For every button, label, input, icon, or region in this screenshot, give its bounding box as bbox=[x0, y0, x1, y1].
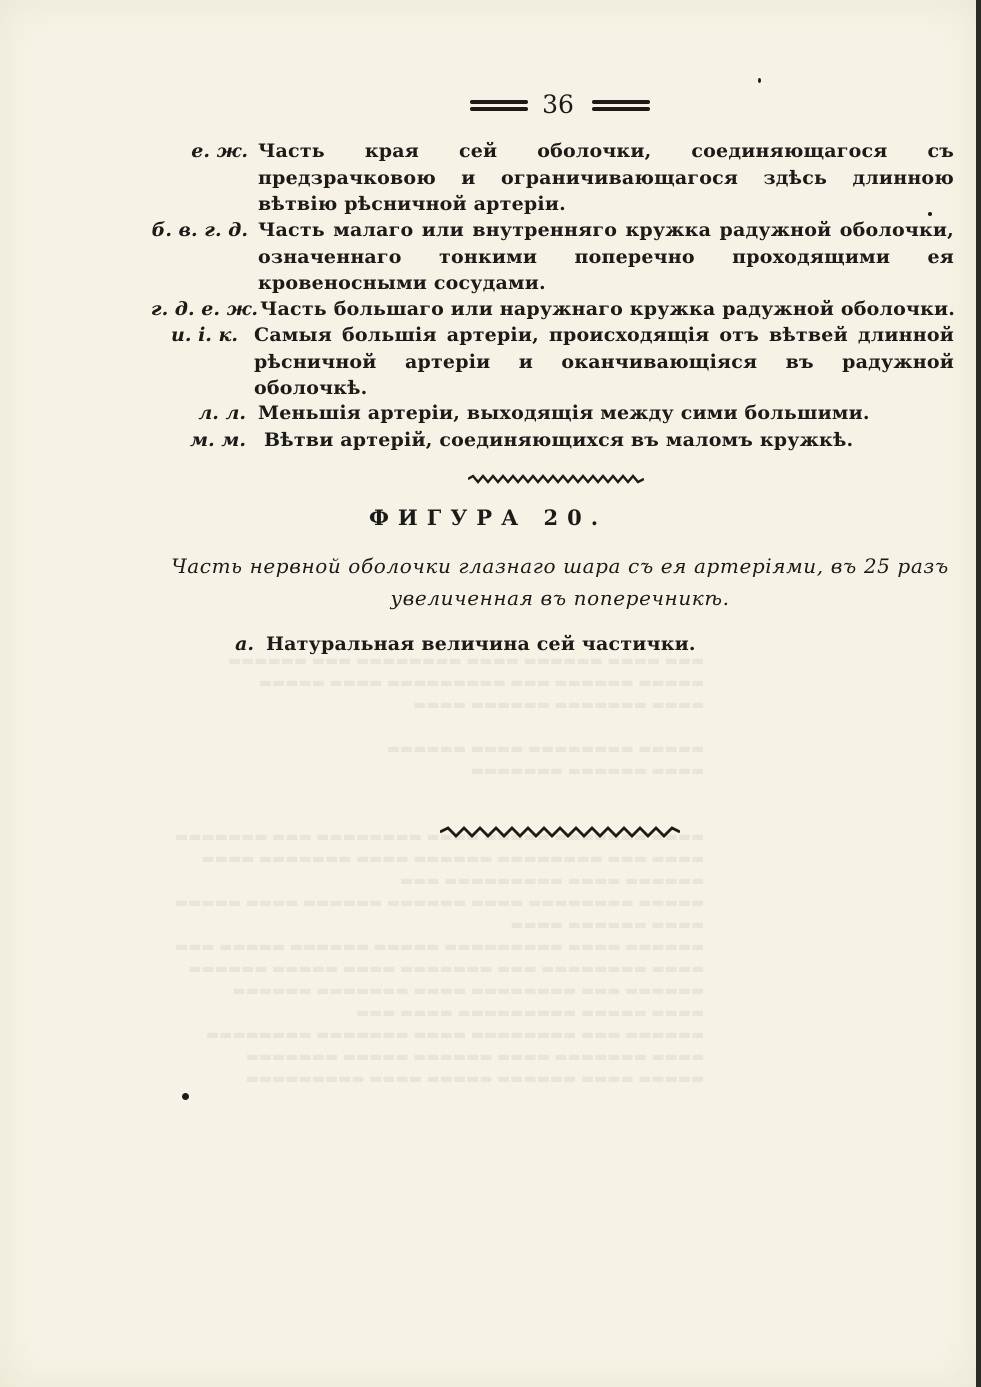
entry-label: а. bbox=[235, 633, 254, 655]
ink-speck bbox=[182, 1093, 189, 1100]
bleed-through-texture: ▬▬▬ ▬▬▬▬ ▬▬▬▬▬▬ ▬▬▬▬ ▬▬▬▬▬▬▬▬ ▬▬▬ ▬▬▬▬▬▬ ▬▬▬▬▬ ▬▬▬▬▬▬ ▬▬▬ ▬▬▬▬▬▬▬▬▬ ▬▬▬▬ ▬▬▬▬▬ ▬▬▬▬ ▬▬▬▬▬▬▬ ▬▬▬▬▬▬ ▬▬▬▬ ▬▬▬▬▬ ▬▬▬▬▬▬▬▬ ▬▬▬▬ ▬▬▬▬▬▬ ▬▬▬▬ ▬▬▬▬▬▬ ▬▬▬▬▬▬▬ ▬▬▬▬ ▬▬▬▬▬▬▬ ▬▬▬▬▬ ▬▬▬▬ ▬▬▬▬▬▬▬▬ ▬▬▬ ▬▬▬▬▬▬▬ ▬▬▬▬ ▬▬▬ ▬▬▬▬▬▬▬▬ ▬▬▬▬▬▬ ▬▬▬▬ ▬▬▬▬▬▬▬ ▬▬▬▬ ▬▬▬▬▬▬ ▬▬▬▬ ▬▬▬▬▬▬▬▬▬ ▬▬▬ ▬▬▬▬▬ ▬▬▬▬▬▬▬▬ ▬▬▬▬ ▬▬▬▬▬▬ ▬▬▬▬▬▬ ▬▬▬▬ ▬▬▬▬▬ ▬▬▬▬ ▬▬▬▬▬▬ ▬▬▬▬ ▬▬▬▬▬▬ ▬▬▬▬ ▬▬▬▬▬▬▬▬▬ ▬▬▬▬▬ ▬▬▬▬▬▬ ▬▬▬▬▬ ▬▬▬ ▬▬▬▬ ▬▬▬▬▬▬▬▬ ▬▬▬ ▬▬▬▬▬▬▬ ▬▬▬▬ ▬▬▬▬▬ ▬▬▬▬▬▬ ▬▬▬▬▬▬ ▬▬▬ ▬▬▬▬▬▬▬▬ ▬▬▬▬ ▬▬▬▬▬▬▬ ▬▬▬▬▬▬ ▬▬▬▬ ▬▬▬▬▬ ▬▬▬▬▬▬▬▬▬ ▬▬▬▬ ▬▬▬ ▬▬▬▬▬▬ ▬▬▬ ▬▬▬▬▬▬▬▬ ▬▬▬▬ ▬▬▬▬▬▬▬ ▬▬▬▬▬▬▬▬ ▬▬▬▬ ▬▬▬▬▬▬▬ ▬▬▬▬ ▬▬▬▬▬▬ ▬▬▬▬▬ ▬▬▬▬▬▬▬ ▬▬▬▬▬ ▬▬▬▬ ▬▬▬▬▬▬ ▬▬▬▬▬ ▬▬▬▬ ▬▬▬▬▬▬▬▬▬ bbox=[175, 653, 705, 1087]
ink-speck bbox=[758, 78, 761, 83]
ink-speck bbox=[928, 212, 932, 216]
ornament-divider bbox=[468, 474, 644, 484]
entry-text: Часть большаго или наружнаго кружка радужной оболочки. bbox=[260, 298, 956, 320]
entry-text: Вѣтви артерій, соединяющихся въ маломъ кружкѣ. bbox=[264, 429, 854, 451]
entry-label: е. ж. bbox=[191, 140, 248, 162]
page-header bbox=[0, 88, 976, 128]
header-rule-right bbox=[592, 100, 650, 111]
entry-text: Часть края сей оболочки, соединяющагося съ предзрачковою и ограничивающагося здѣсь длинною вѣтвію рѣсничной артеріи. bbox=[258, 140, 954, 215]
entry-label: м. м. bbox=[190, 429, 246, 451]
entry-text: Самыя большія артеріи, происходящія отъ вѣтвей длинной рѣсничной артеріи и оканчивающіяся въ радужной оболочкѣ. bbox=[254, 324, 954, 399]
entry-text: Натуральная величина сей частички. bbox=[266, 633, 696, 655]
page-number: 36 bbox=[542, 90, 574, 119]
entry-label: г. д. е. ж. bbox=[150, 298, 258, 320]
entry-label: и. і. к. bbox=[171, 324, 238, 346]
entry-label: б. в. г. д. bbox=[151, 219, 248, 241]
entry-text: Часть малаго или внутренняго кружка радужной оболочки, означеннаго тонкими поперечно проходящими ея кровеносными сосудами. bbox=[258, 219, 954, 294]
entry-text: Меньшія артеріи, выходящія между сими большими. bbox=[258, 402, 870, 424]
page-edge bbox=[976, 0, 981, 1387]
entry-label: л. л. bbox=[198, 402, 246, 424]
figure-title: ФИГУРА 20. bbox=[368, 505, 608, 530]
figure-caption: Часть нервной оболочки глазнаго шара съ ея артеріями, въ 25 разъ увеличенная въ поперечникѣ. bbox=[171, 554, 949, 610]
header-rule-left bbox=[470, 100, 528, 111]
ornament-divider bbox=[440, 826, 680, 836]
